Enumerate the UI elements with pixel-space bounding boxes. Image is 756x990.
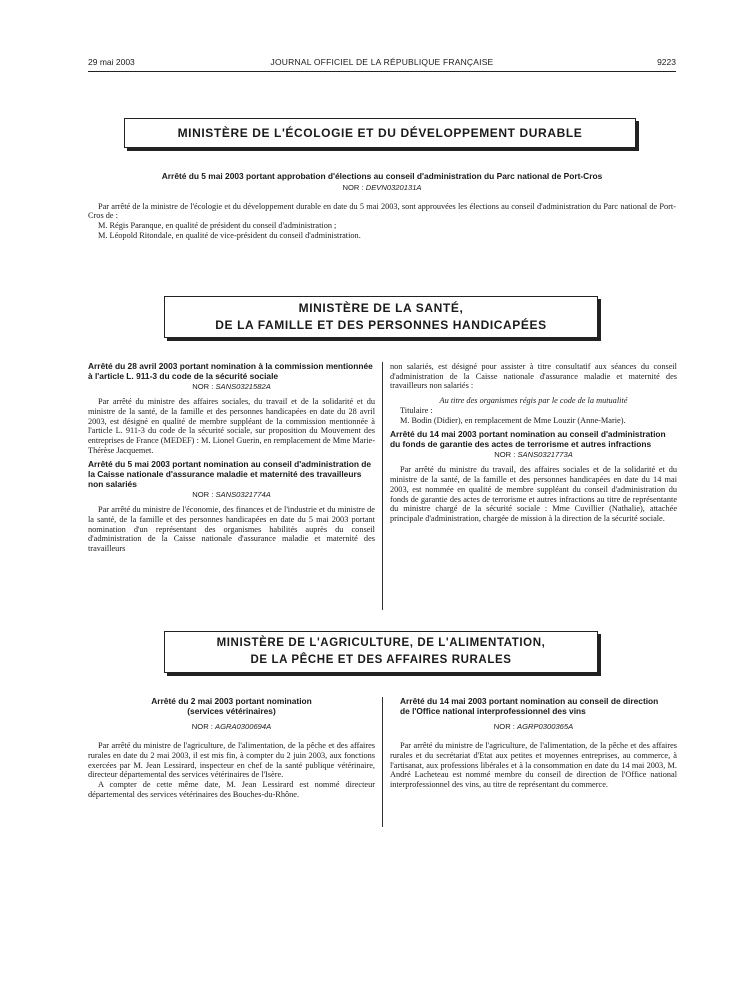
column-divider — [382, 697, 383, 827]
nor-line — [390, 721, 677, 732]
paragraph: M. Régis Paranque, en qualité de président du conseil d'administration ; — [98, 221, 337, 230]
ministry-title-line1: MINISTÈRE DE LA SANTÉ, — [298, 301, 464, 315]
arrete-title: Arrêté du 14 mai 2003 portant nomination au conseil d'administration du fonds de garantie des actes de terrorisme et autres infractions — [390, 429, 666, 449]
nor-label: NOR : — [191, 722, 213, 732]
arrete-title: Arrêté du 2 mai 2003 portant nomination (services vétérinaires) — [151, 696, 312, 716]
nor-line — [88, 721, 375, 732]
nor-code: DEVN0320131A — [365, 182, 422, 192]
nor-code: SANS0321582A — [215, 382, 271, 392]
paragraph: Par arrêté du ministre des affaires sociales, du travail et de la solidarité et du ministre de la santé, de la famille et des personnes handicapées en date du 28 avril 2003, est désigné en qualité de membre suppléant de la commission mentionnée à l'article L. 911-3 du code de la sécurité sociale, sur proposition du Mouvement des entreprises de France (MEDEF) : M. Lionel Guerin, en remplacement de Mme Marie-Thérèse Jacquemet. — [88, 397, 375, 455]
nor-code: SANS0321773A — [517, 450, 573, 460]
ministry-title: MINISTÈRE DE L'ÉCOLOGIE ET DU DÉVELOPPEMENT DURABLE — [177, 125, 583, 140]
ministry-heading-sante — [164, 296, 598, 338]
ministry-heading-ecologie — [124, 118, 636, 148]
paragraph: M. Léopold Ritondale, en qualité de vice-président du conseil d'administration. — [98, 230, 361, 240]
sante-right-column — [390, 362, 677, 524]
issue-date: 29 mai 2003 — [88, 57, 135, 67]
subheading: Au titre des organismes régis par le code de la mutualité — [439, 396, 628, 406]
paragraph: non salariés, est désigné pour assister à titre consultatif aux séances du conseil d'administration de la Caisse nationale d'assurance maladie et maternité des travailleurs non salariés : — [390, 362, 677, 391]
nor-label: NOR : — [192, 490, 214, 500]
paragraph: Par arrêté du ministre du travail, des affaires sociales et de la solidarité et du ministre de la santé, de la famille et des personnes handicapées en date du 14 mai 2003, est nommée en qualité de membre suppléant du conseil d'administration du fonds de garantie des actes de terrorisme et autres infractions au titre de représentante du ministre chargé de la sécurité sociale : Mme Cuvillier (Nathalie), attachée principale d'administration, chargée de mission à la direction de la sécurité sociale. — [390, 465, 677, 523]
ministry-title-line2: DE LA PÊCHE ET DES AFFAIRES RURALES — [250, 654, 512, 666]
sante-left-column — [88, 362, 375, 554]
paragraph: Titulaire : — [400, 405, 433, 415]
agriculture-right-column — [390, 697, 677, 790]
page-number: 9223 — [657, 57, 676, 67]
nor-label: NOR : — [493, 722, 515, 732]
arrete-title: Arrêté du 14 mai 2003 portant nomination au conseil de direction de l'Office national interprofessionnel des vins — [400, 696, 659, 716]
ministry-title-line2: DE LA FAMILLE ET DES PERSONNES HANDICAPÉES — [215, 318, 547, 332]
nor-label: NOR : — [192, 382, 214, 392]
arrete-title: Arrêté du 5 mai 2003 portant approbation d'élections au conseil d'administration du Parc national de Port-Cros — [161, 171, 603, 181]
nor-code: SANS0321774A — [215, 490, 271, 500]
nor-line — [88, 381, 375, 392]
ministry-title-line1: MINISTÈRE DE L'AGRICULTURE, DE L'ALIMENTATION, — [216, 637, 546, 649]
nor-code: AGRA0300694A — [215, 722, 272, 732]
journal-title: JOURNAL OFFICIEL DE LA RÉPUBLIQUE FRANÇAISE — [270, 57, 494, 67]
paragraph: Par arrêté du ministre de l'agriculture, de l'alimentation, de la pêche et des affaires rurales en date du 2 mai 2003, il est mis fin, à compter du 2 juin 2003, aux fonctions exercées par M. Jean Lessirard, inspecteur en chef de la santé publique vétérinaire, directeur départemental des services vétérinaires de l'Isère. — [88, 741, 375, 780]
paragraph: Par arrêté de la ministre de l'écologie et du développement durable en date du 5 mai 2003, sont approuvées les élections au conseil d'administration du Parc national de Port-Cros de : — [88, 201, 676, 221]
running-header — [88, 57, 676, 71]
paragraph: Par arrêté du ministre de l'agriculture, de l'alimentation, de la pêche et des affaires rurales et du secrétariat d'Etat aux petites et moyennes entreprises, au commerce, à l'artisanat, aux professions libérales et à la consommation en date du 14 mai 2003, M. André Lacheteau est nommé membre du conseil de direction de l'Office national interprofessionnel des vins, au titre de représentant du commerce. — [390, 741, 677, 789]
paragraph: M. Bodin (Didier), en remplacement de Mme Louzir (Anne-Marie). — [400, 415, 626, 425]
nor-code: AGRP0300365A — [517, 722, 574, 732]
nor-line — [390, 449, 677, 460]
paragraph: A compter de cette même date, M. Jean Lessirard est nommé directeur départemental des services vétérinaires des Bouches-du-Rhône. — [88, 780, 375, 799]
column-divider — [382, 362, 383, 610]
nor-line — [88, 489, 375, 500]
arrete-title: Arrêté du 5 mai 2003 portant nomination au conseil d'administration de la Caisse nationale d'assurance maladie et maternité des travailleurs non salariés — [88, 459, 372, 489]
agriculture-left-column — [88, 697, 375, 799]
arrete-title: Arrêté du 28 avril 2003 portant nomination à la commission mentionnée à l'article L. 911-3 du code de la sécurité sociale — [88, 361, 373, 381]
section-ecologie — [88, 172, 676, 240]
nor-label: NOR : — [342, 182, 364, 192]
nor-label: NOR : — [494, 450, 516, 460]
nor-line — [88, 182, 676, 193]
paragraph: Par arrêté du ministre de l'économie, des finances et de l'industrie et du ministre de la santé, de la famille et des personnes handicapées en date du 5 mai 2003 portant nomination d'un représentant des organismes habilités auprès du conseil d'administration de la Caisse nationale d'assurance maladie et maternité des travailleurs — [88, 505, 375, 553]
ministry-heading-agriculture — [164, 631, 598, 673]
header-rule — [88, 71, 676, 72]
